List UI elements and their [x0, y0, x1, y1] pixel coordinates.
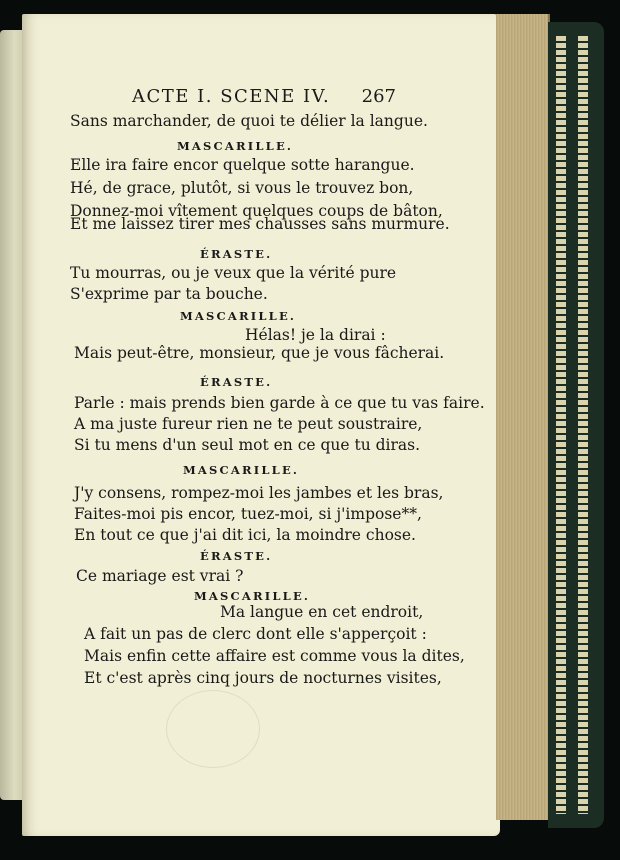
- verse-line: Ma langue en cet endroit,: [220, 603, 424, 621]
- verse-line: En tout ce que j'ai dit ici, la moindre chose.: [74, 526, 416, 544]
- page-block-edges: [496, 14, 550, 820]
- page-number: 267: [361, 86, 396, 107]
- running-head: ACTE I. SCENE IV.: [132, 86, 331, 107]
- verse-line: A ma juste fureur rien ne te peut soustraire,: [74, 415, 423, 433]
- speaker-mascarille: MASCARILLE.: [183, 463, 300, 477]
- speaker-mascarille: MASCARILLE.: [194, 589, 311, 603]
- verse-line: A fait un pas de clerc dont elle s'apperçoit :: [84, 625, 427, 643]
- verse-line: Mais peut-être, monsieur, que je vous fâcherai.: [74, 344, 445, 362]
- verse-line: Elle ira faire encor quelque sotte harangue.: [70, 156, 415, 174]
- verse-line: S'exprime par ta bouche.: [70, 285, 268, 303]
- speaker-mascarille: MASCARILLE.: [177, 139, 294, 153]
- book-cover: [548, 22, 604, 828]
- verse-line: Tu mourras, ou je veux que la vérité pure: [70, 264, 397, 282]
- speaker-mascarille: MASCARILLE.: [180, 309, 297, 323]
- page-stain: [166, 690, 260, 768]
- verse-line: Parle : mais prends bien garde à ce que tu vas faire.: [74, 394, 485, 412]
- speaker-eraste: ÉRASTE.: [200, 549, 273, 563]
- verse-line: Mais enfin cette affaire est comme vous la dites,: [84, 647, 465, 665]
- verse-line: Ce mariage est vrai ?: [76, 567, 244, 585]
- previous-page-edge: [0, 30, 24, 800]
- verse-line: Hélas! je la dirai :: [245, 326, 386, 344]
- speaker-eraste: ÉRASTE.: [200, 375, 273, 389]
- verse-line: Faites-moi pis encor, tuez-moi, si j'impose**,: [74, 505, 422, 523]
- verse-line: J'y consens, rompez-moi les jambes et les bras,: [74, 484, 444, 502]
- verse-line: Sans marchander, de quoi te délier la langue.: [70, 112, 428, 130]
- verse-line: Donnez-moi vîtement quelques coups de bâton,: [70, 202, 443, 220]
- verse-line: Et me laissez tirer mes chausses sans murmure.: [70, 215, 450, 233]
- verse-line: Et c'est après cinq jours de nocturnes visites,: [84, 669, 442, 687]
- cover-border-ornament: [556, 36, 566, 814]
- speaker-eraste: ÉRASTE.: [200, 247, 273, 261]
- cover-border-ornament: [578, 36, 588, 814]
- page-header: [128, 86, 396, 110]
- verse-line: Hé, de grace, plutôt, si vous le trouvez bon,: [70, 179, 414, 197]
- verse-line: Si tu mens d'un seul mot en ce que tu diras.: [74, 436, 421, 454]
